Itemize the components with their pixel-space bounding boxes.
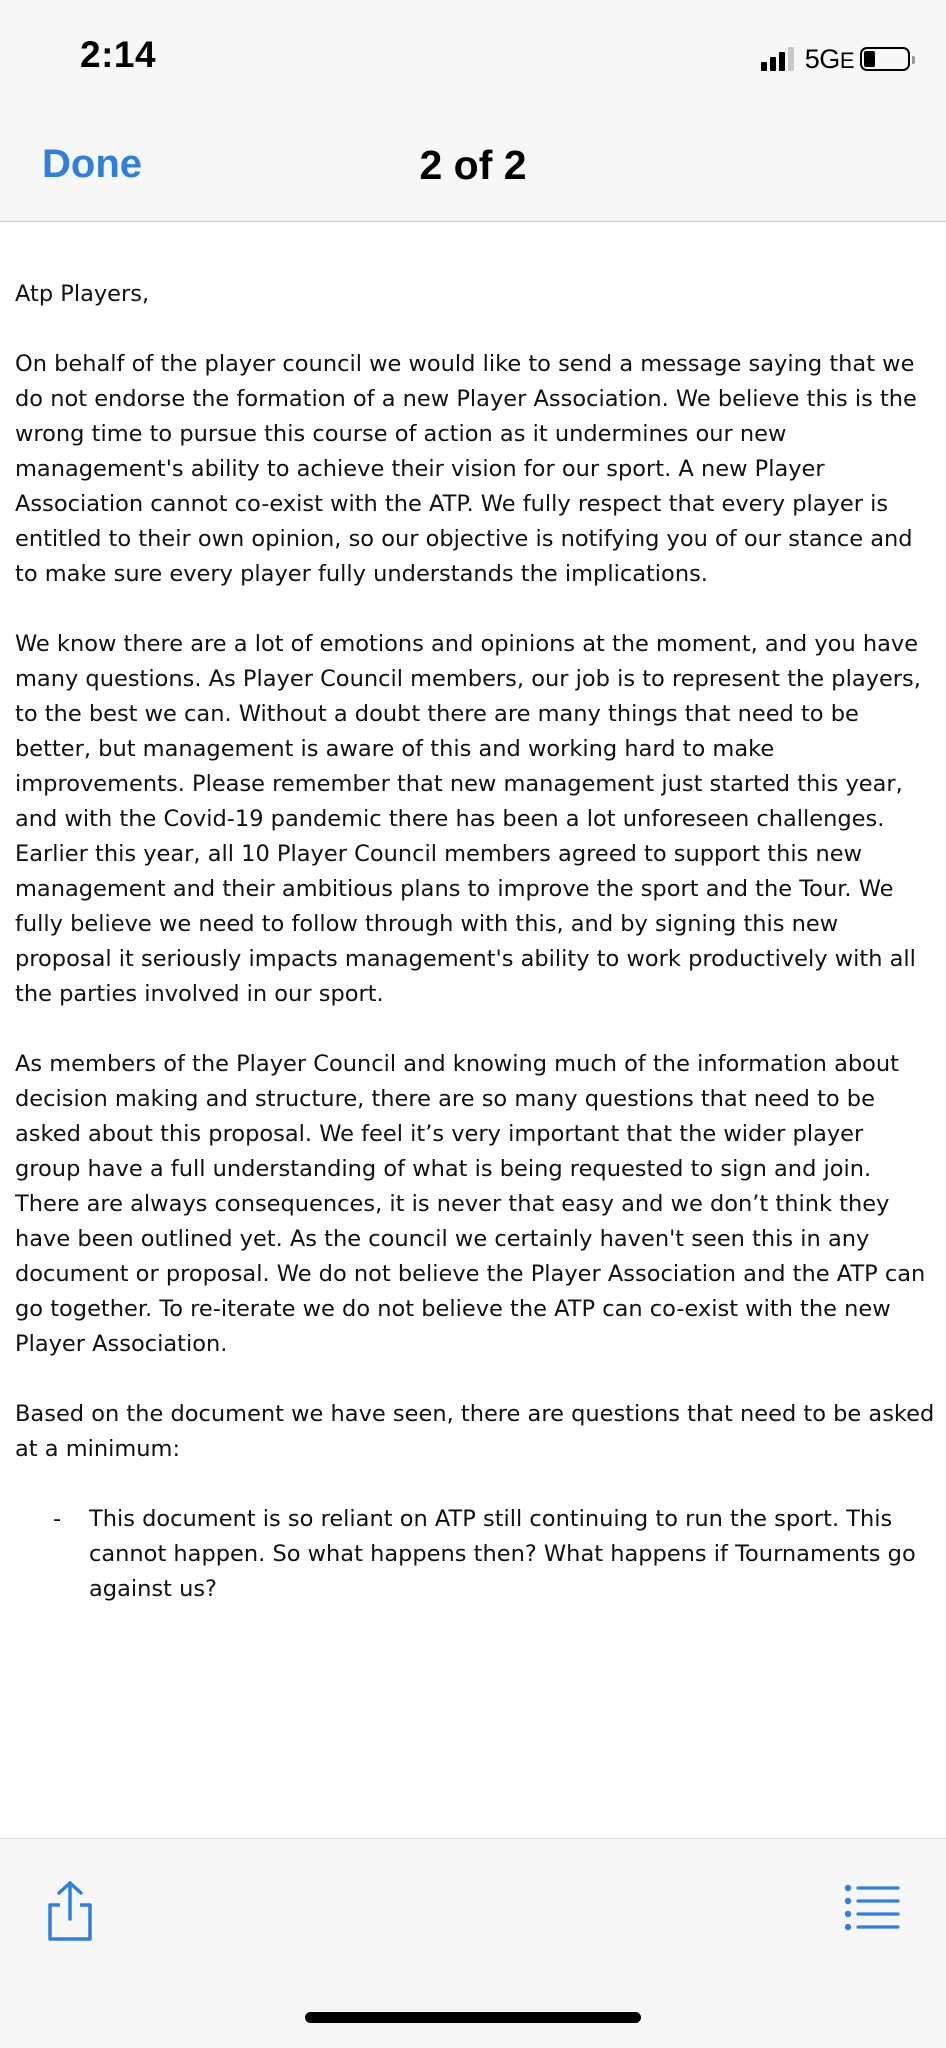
network-suffix: E: [839, 47, 854, 73]
document-paragraph-1: On behalf of the player council we would like to send a message saying that we do not endorse the formation of a new Player Association. We believe this is the wrong time to pursue this course of action as it undermines our new management's ability to achieve their vision for our sport. A new Player Association cannot co-exist with the ATP. We fully respect that every player is entitled to their own opinion, so our objective is notifying you of our stance and to make sure every player fully understands the implications.: [15, 351, 917, 587]
status-indicators: [761, 44, 910, 74]
status-time: 2:14: [80, 34, 157, 75]
battery-fill: [864, 51, 875, 67]
list-icon: [844, 1883, 900, 1933]
document-paragraph-2: We know there are a lot of emotions and opinions at the moment, and you have many questions. As Player Council members, our job is to represent the players, to the best we can. Without a doubt there are many things that need to be better, but management is aware of this and working hard to make improvements. Please remember that new management just started this year, and with the Covid-19 pandemic there has been a lot unforeseen challenges. Earlier this year, all 10 Player Council members agreed to support this new management and their ambitious plans to improve the sport and the Tour. We fully believe we need to follow through with this, and by signing this new proposal it seriously impacts management's ability to work productively with all the parties involved in our sport.: [15, 631, 921, 1007]
list-item: [15, 1502, 935, 1607]
document-salutation: Atp Players,: [15, 281, 150, 307]
status-bar: [0, 0, 946, 110]
cellular-signal-icon: [761, 47, 797, 71]
page-indicator-label: 2 of 2: [419, 142, 527, 188]
list-button[interactable]: [844, 1883, 900, 1933]
share-icon: [42, 1879, 98, 1943]
question-list: [15, 1502, 935, 1607]
document-viewer[interactable]: [15, 277, 935, 1607]
document-paragraph-4: Based on the document we have seen, there are questions that need to be asked at a minimum:: [15, 1401, 935, 1462]
home-indicator[interactable]: [305, 2012, 641, 2023]
network-label: 5G: [804, 43, 840, 74]
list-dash: -: [53, 1506, 62, 1532]
network-type: [805, 44, 854, 75]
done-button[interactable]: Done: [42, 142, 142, 186]
nav-bar: [0, 110, 946, 222]
battery-icon: [860, 47, 910, 71]
page-indicator: [0, 142, 946, 189]
share-button[interactable]: [42, 1879, 98, 1943]
list-item-text: This document is so reliant on ATP still continuing to run the sport. This cannot happen. So what happens then? What happens if Tournaments go against us?: [89, 1506, 916, 1602]
document-paragraph-3: As members of the Player Council and knowing much of the information about decision making and structure, there are so many questions that need to be asked about this proposal. We feel it’s very important that the wider player group have a full understanding of what is being requested to sign and join. There are always consequences, it is never that easy and we don’t think they have been outlined yet. As the council we certainly haven't seen this in any document or proposal. We do not believe the Player Association and the ATP can go together. To re-iterate we do not believe the ATP can co-exist with the new Player Association.: [15, 1051, 926, 1357]
